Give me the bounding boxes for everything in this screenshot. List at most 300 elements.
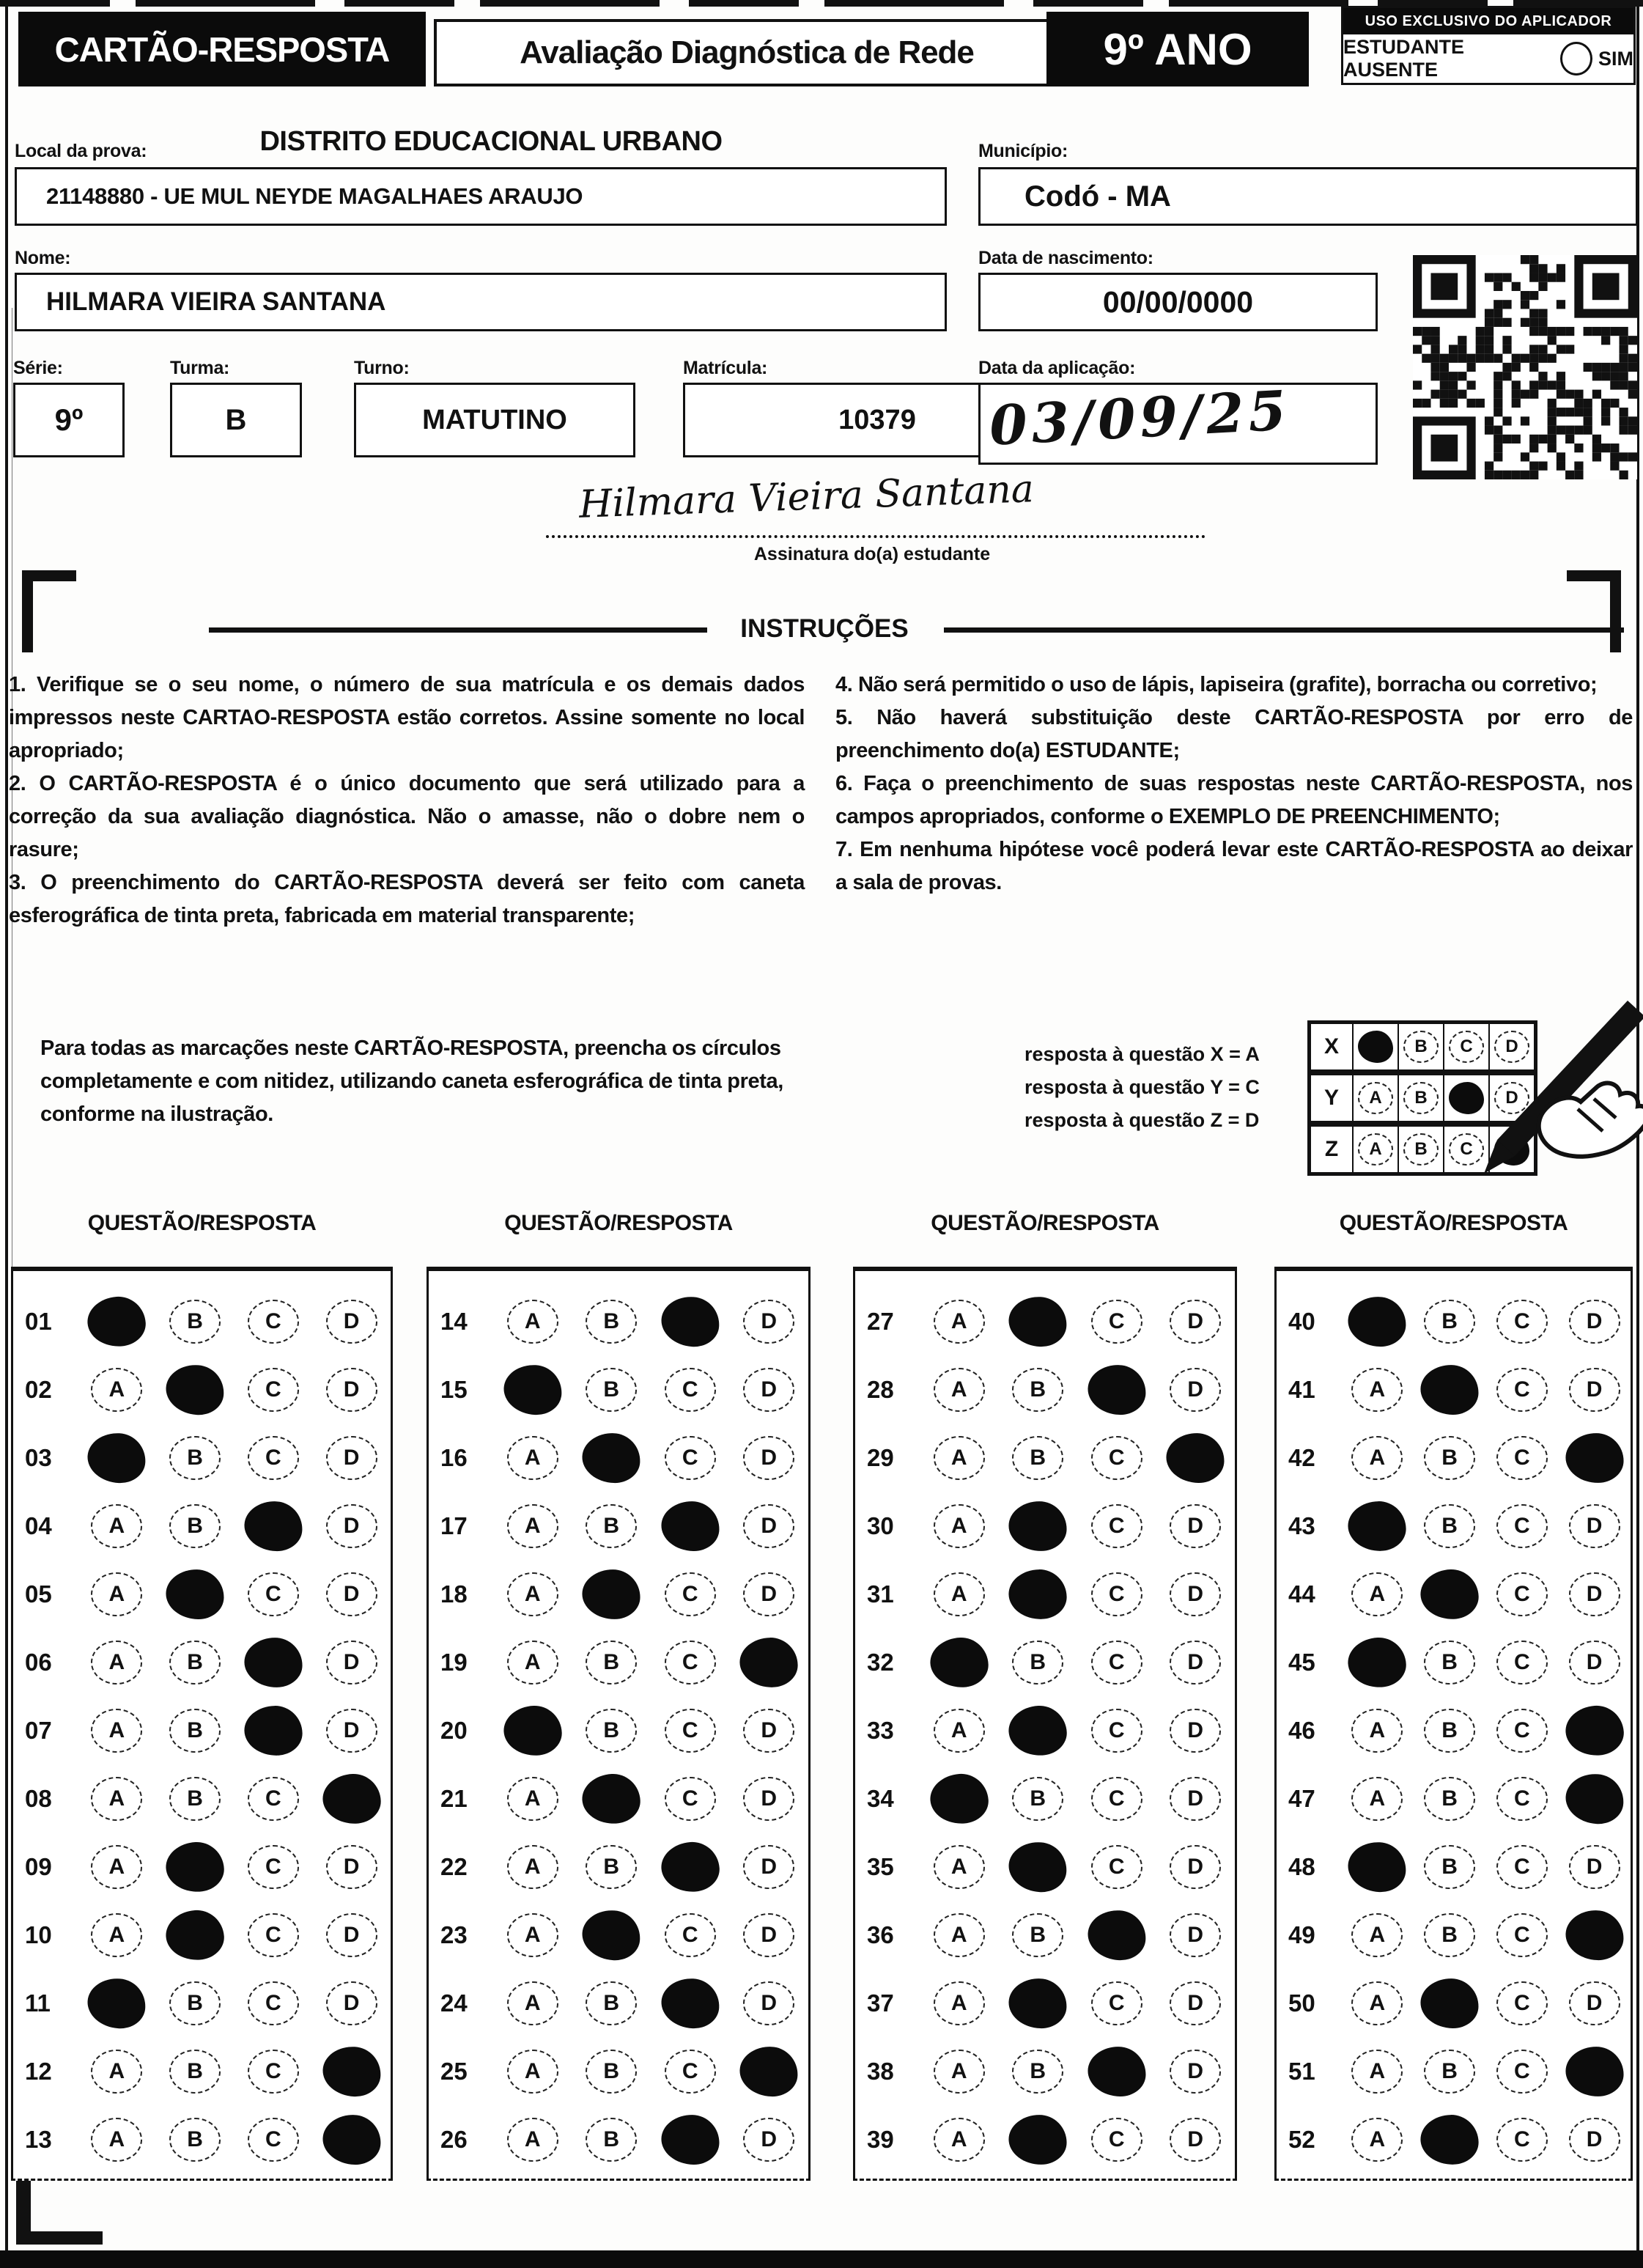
answer-bubble-40-C[interactable]: C xyxy=(1496,1300,1548,1344)
answer-bubble-21-A[interactable]: A xyxy=(507,1777,558,1821)
answer-bubble-08-C[interactable]: C xyxy=(248,1777,299,1821)
answer-bubble-10-B[interactable] xyxy=(164,1908,226,1962)
answer-bubble-36-C[interactable] xyxy=(1086,1909,1147,1962)
answer-bubble-04-B[interactable]: B xyxy=(169,1504,221,1548)
answer-row xyxy=(1277,1492,1631,1560)
answer-bubble-09-D[interactable]: D xyxy=(326,1845,377,1889)
answer-bubble-37-B[interactable] xyxy=(1008,1977,1068,2029)
answer-bubble-09-C[interactable]: C xyxy=(248,1845,299,1889)
answer-bubble-04-D[interactable]: D xyxy=(326,1504,377,1548)
answer-bubble-19-C[interactable]: C xyxy=(665,1641,716,1685)
answer-bubble-18-C[interactable]: C xyxy=(665,1572,716,1616)
answer-bubble-20-C[interactable]: C xyxy=(665,1709,716,1753)
answer-bubble-16-B[interactable] xyxy=(582,1432,641,1484)
registration-mark-left xyxy=(22,570,76,652)
answer-bubble-12-C[interactable]: C xyxy=(248,2050,299,2094)
question-number: 08 xyxy=(25,1784,52,1812)
answer-row xyxy=(855,1492,1235,1560)
answer-bubble-48-A[interactable] xyxy=(1347,1841,1408,1893)
answer-bubble-39-C[interactable]: C xyxy=(1091,2118,1142,2162)
answer-bubble-15-C[interactable]: C xyxy=(665,1368,716,1412)
answer-bubble-49-C[interactable]: C xyxy=(1496,1913,1548,1957)
answer-bubble-16-C[interactable]: C xyxy=(665,1436,716,1480)
question-number: 10 xyxy=(25,1921,52,1948)
answer-bubble-23-B[interactable] xyxy=(580,1908,642,1962)
answer-bubble-38-D[interactable]: D xyxy=(1170,2050,1221,2094)
answer-bubble-04-C[interactable] xyxy=(243,1500,303,1552)
legend-line: resposta à questão Y = C xyxy=(1024,1075,1260,1098)
example-bubble-X-C: C xyxy=(1449,1031,1484,1063)
answer-row xyxy=(13,1492,391,1560)
answer-bubble-50-B[interactable] xyxy=(1420,1978,1479,2028)
answer-bubble-47-A[interactable]: A xyxy=(1351,1777,1403,1821)
answer-bubble-25-B[interactable]: B xyxy=(586,2050,637,2094)
answer-bubble-28-C[interactable] xyxy=(1087,1363,1146,1415)
answer-bubble-31-D[interactable]: D xyxy=(1170,1572,1221,1616)
instruction-item: 7. Em nenhuma hipótese você poderá levar este CARTÃO-RESPOSTA ao deixar a sala de provas. xyxy=(835,837,1633,894)
question-number: 47 xyxy=(1288,1784,1315,1812)
answer-bubble-13-D[interactable] xyxy=(322,2113,381,2165)
answer-bubble-20-D[interactable]: D xyxy=(743,1709,794,1753)
question-number: 20 xyxy=(440,1716,468,1744)
answer-bubble-06-D[interactable]: D xyxy=(326,1641,377,1685)
turno-label: Turno: xyxy=(354,358,410,378)
answer-bubble-28-D[interactable]: D xyxy=(1170,1368,1221,1412)
answer-bubble-13-C[interactable]: C xyxy=(248,2118,299,2162)
answer-bubble-22-B[interactable]: B xyxy=(586,1845,637,1889)
answer-bubble-36-A[interactable]: A xyxy=(934,1913,985,1957)
answer-bubble-28-B[interactable]: B xyxy=(1012,1368,1063,1412)
answer-row xyxy=(855,1696,1235,1764)
answer-bubble-50-C[interactable]: C xyxy=(1496,1981,1548,2025)
answer-bubble-02-B[interactable] xyxy=(164,1363,226,1416)
nome-value: HILMARA VIEIRA SANTANA xyxy=(46,287,386,316)
answer-bubble-29-C[interactable]: C xyxy=(1091,1436,1142,1480)
answer-bubble-32-D[interactable]: D xyxy=(1170,1641,1221,1685)
answer-bubble-32-A[interactable] xyxy=(929,1636,989,1688)
answer-bubble-35-D[interactable]: D xyxy=(1170,1845,1221,1889)
legend-line: resposta à questão X = A xyxy=(1024,1043,1260,1065)
fill-instruction-text: Para todas as marcações neste CARTÃO-RESPOSTA, preencha os círculos completamente e com nitidez, utilizando caneta esferográfica de tinta preta, conforme na ilustração. xyxy=(40,1037,783,1126)
answer-bubble-17-B[interactable]: B xyxy=(586,1504,637,1548)
answer-column-2 xyxy=(427,1267,811,2181)
answer-bubble-27-C[interactable]: C xyxy=(1091,1300,1142,1344)
answer-bubble-49-B[interactable]: B xyxy=(1424,1913,1475,1957)
answer-bubble-16-A[interactable]: A xyxy=(507,1436,558,1480)
absent-option-label: SIM xyxy=(1598,47,1633,70)
answer-bubble-47-C[interactable]: C xyxy=(1496,1777,1548,1821)
answer-bubble-06-A[interactable]: A xyxy=(91,1641,142,1685)
question-number: 44 xyxy=(1288,1580,1315,1608)
answer-row xyxy=(1277,1355,1631,1424)
answer-bubble-45-D[interactable]: D xyxy=(1569,1641,1620,1685)
answer-bubble-27-B[interactable] xyxy=(1008,1295,1068,1348)
example-cell xyxy=(1399,1024,1443,1069)
applicator-box-title: USO EXCLUSIVO DO APLICADOR xyxy=(1343,8,1633,34)
answer-bubble-48-D[interactable]: D xyxy=(1569,1845,1620,1889)
answer-bubble-10-A[interactable]: A xyxy=(91,1913,142,1957)
answer-row xyxy=(429,1764,808,1833)
answer-bubble-05-D[interactable]: D xyxy=(326,1572,377,1616)
answer-bubble-40-A[interactable] xyxy=(1348,1295,1407,1347)
answer-bubble-40-B[interactable]: B xyxy=(1424,1300,1475,1344)
answer-bubble-28-A[interactable]: A xyxy=(934,1368,985,1412)
question-number: 31 xyxy=(867,1580,894,1608)
turno-value: MATUTINO xyxy=(422,404,567,435)
answer-bubble-21-B[interactable] xyxy=(581,1772,642,1825)
answer-bubble-47-B[interactable]: B xyxy=(1424,1777,1475,1821)
question-number: 45 xyxy=(1288,1648,1315,1676)
absent-yes-bubble[interactable] xyxy=(1560,42,1592,76)
answer-bubble-29-D[interactable] xyxy=(1166,1432,1225,1483)
answer-bubble-34-D[interactable]: D xyxy=(1170,1777,1221,1821)
answer-bubble-33-D[interactable]: D xyxy=(1170,1709,1221,1753)
answer-bubble-25-A[interactable]: A xyxy=(507,2050,558,2094)
answer-bubble-37-C[interactable]: C xyxy=(1091,1981,1142,2025)
answer-bubble-15-D[interactable]: D xyxy=(743,1368,794,1412)
answer-bubble-05-C[interactable]: C xyxy=(248,1572,299,1616)
answer-bubble-24-A[interactable]: A xyxy=(507,1981,558,2025)
answer-column-4 xyxy=(1274,1267,1633,2181)
answer-bubble-43-D[interactable]: D xyxy=(1569,1504,1620,1548)
answer-bubble-11-C[interactable]: C xyxy=(248,1981,299,2025)
answer-row xyxy=(429,2105,808,2173)
answer-bubble-45-B[interactable]: B xyxy=(1424,1641,1475,1685)
answer-bubble-34-B[interactable]: B xyxy=(1012,1777,1063,1821)
answer-bubble-08-D[interactable] xyxy=(322,1772,381,1825)
answer-bubble-20-A[interactable] xyxy=(503,1704,562,1756)
answer-bubble-42-C[interactable]: C xyxy=(1496,1436,1548,1480)
answer-bubble-52-D[interactable]: D xyxy=(1569,2118,1620,2162)
answer-bubble-05-A[interactable]: A xyxy=(91,1572,142,1616)
answer-bubble-26-A[interactable]: A xyxy=(507,2118,558,2162)
answer-bubble-17-A[interactable]: A xyxy=(507,1504,558,1548)
turno-field xyxy=(354,383,635,457)
answer-bubble-33-A[interactable]: A xyxy=(934,1709,985,1753)
example-bubble-Z-C: C xyxy=(1449,1133,1484,1166)
answer-bubble-24-C[interactable] xyxy=(660,1977,720,2030)
answer-bubble-13-B[interactable]: B xyxy=(169,2118,221,2162)
answer-bubble-49-A[interactable]: A xyxy=(1351,1913,1403,1957)
answer-bubble-21-C[interactable]: C xyxy=(665,1777,716,1821)
answer-row xyxy=(1277,1628,1631,1696)
answer-bubble-44-B[interactable] xyxy=(1419,1568,1479,1620)
answer-bubble-24-D[interactable]: D xyxy=(743,1981,794,2025)
answer-bubble-51-A[interactable]: A xyxy=(1351,2050,1403,2094)
answer-bubble-52-C[interactable]: C xyxy=(1496,2118,1548,2162)
answer-bubble-23-D[interactable]: D xyxy=(743,1913,794,1957)
answer-bubble-50-D[interactable]: D xyxy=(1569,1981,1620,2025)
example-cell xyxy=(1399,1075,1443,1121)
answer-bubble-02-A[interactable]: A xyxy=(91,1368,142,1412)
question-number: 25 xyxy=(440,2057,468,2085)
answer-bubble-42-D[interactable] xyxy=(1565,1433,1623,1483)
answer-bubble-30-D[interactable]: D xyxy=(1170,1504,1221,1548)
answer-column-header: QUESTÃO/RESPOSTA xyxy=(504,1211,733,1235)
answer-row xyxy=(13,1969,391,2037)
answer-bubble-08-A[interactable]: A xyxy=(91,1777,142,1821)
serie-value: 9º xyxy=(54,402,84,437)
answer-bubble-29-A[interactable]: A xyxy=(934,1436,985,1480)
answer-bubble-06-C[interactable] xyxy=(244,1638,302,1687)
answer-bubble-18-B[interactable] xyxy=(583,1569,640,1619)
answer-bubble-10-C[interactable]: C xyxy=(248,1913,299,1957)
answer-bubble-42-A[interactable]: A xyxy=(1351,1436,1403,1480)
answer-bubble-51-C[interactable]: C xyxy=(1496,2050,1548,2094)
answer-bubble-38-C[interactable] xyxy=(1088,2046,1146,2096)
answer-bubble-36-B[interactable]: B xyxy=(1012,1913,1063,1957)
question-number: 15 xyxy=(440,1375,468,1403)
answer-bubble-27-A[interactable]: A xyxy=(934,1300,985,1344)
matricula-label: Matrícula: xyxy=(683,358,768,378)
answer-bubble-19-B[interactable]: B xyxy=(586,1641,637,1685)
question-number: 51 xyxy=(1288,2057,1315,2085)
answer-bubble-52-A[interactable]: A xyxy=(1351,2118,1403,2162)
answer-bubble-46-D[interactable] xyxy=(1564,1704,1625,1757)
answer-bubble-38-A[interactable]: A xyxy=(934,2050,985,2094)
answer-bubble-02-D[interactable]: D xyxy=(326,1368,377,1412)
question-number: 11 xyxy=(25,1989,51,2017)
answer-bubble-36-D[interactable]: D xyxy=(1170,1913,1221,1957)
answer-bubble-20-B[interactable]: B xyxy=(586,1709,637,1753)
signature-caption: Assinatura do(a) estudante xyxy=(753,544,991,564)
answer-bubble-31-C[interactable]: C xyxy=(1091,1572,1142,1616)
answer-bubble-01-B[interactable]: B xyxy=(169,1300,221,1344)
answer-bubble-42-B[interactable]: B xyxy=(1424,1436,1475,1480)
answer-bubble-07-C[interactable] xyxy=(244,1705,303,1756)
answer-bubble-43-C[interactable]: C xyxy=(1496,1504,1548,1548)
example-cell xyxy=(1354,1024,1398,1069)
answer-bubble-22-A[interactable]: A xyxy=(507,1845,558,1889)
question-number: 22 xyxy=(440,1852,468,1880)
page-left-border xyxy=(5,0,8,2268)
municipio-label: Município: xyxy=(978,141,1068,161)
answer-bubble-41-C[interactable]: C xyxy=(1496,1368,1548,1412)
question-number: 48 xyxy=(1288,1852,1315,1880)
answer-bubble-16-D[interactable]: D xyxy=(743,1436,794,1480)
answer-bubble-01-A[interactable] xyxy=(86,1295,148,1348)
answer-bubble-45-A[interactable] xyxy=(1347,1636,1408,1689)
answer-bubble-02-C[interactable]: C xyxy=(248,1368,299,1412)
answer-bubble-17-C[interactable] xyxy=(661,1501,720,1551)
answer-bubble-39-A[interactable]: A xyxy=(934,2118,985,2162)
answer-bubble-01-C[interactable]: C xyxy=(248,1300,299,1344)
answer-bubble-30-A[interactable]: A xyxy=(934,1504,985,1548)
answer-bubble-39-D[interactable]: D xyxy=(1170,2118,1221,2162)
municipio-value: Codó - MA xyxy=(1024,180,1171,213)
answer-bubble-14-D[interactable]: D xyxy=(743,1300,794,1344)
answer-bubble-04-A[interactable]: A xyxy=(91,1504,142,1548)
answer-bubble-41-A[interactable]: A xyxy=(1351,1368,1403,1412)
answer-row xyxy=(429,1969,808,2037)
answer-bubble-44-D[interactable]: D xyxy=(1569,1572,1620,1616)
answer-bubble-19-A[interactable]: A xyxy=(507,1641,558,1685)
example-row-label: X xyxy=(1311,1024,1352,1069)
turma-label: Turma: xyxy=(170,358,230,378)
answer-bubble-35-B[interactable] xyxy=(1007,1840,1068,1893)
answer-bubble-03-A[interactable] xyxy=(86,1432,147,1484)
answer-bubble-10-D[interactable]: D xyxy=(326,1913,377,1957)
answer-bubble-15-B[interactable]: B xyxy=(586,1368,637,1412)
answer-bubble-07-A[interactable]: A xyxy=(91,1709,142,1753)
question-number: 42 xyxy=(1288,1443,1315,1471)
answer-bubble-44-A[interactable]: A xyxy=(1351,1572,1403,1616)
example-bubble-X-D: D xyxy=(1494,1031,1529,1063)
answer-bubble-24-B[interactable]: B xyxy=(586,1981,637,2025)
answer-bubble-12-B[interactable]: B xyxy=(169,2050,221,2094)
answer-bubble-43-A[interactable] xyxy=(1348,1501,1406,1551)
instructions-rule-right xyxy=(944,627,1624,633)
answer-bubble-14-B[interactable]: B xyxy=(586,1300,637,1344)
answer-bubble-25-C[interactable]: C xyxy=(665,2050,716,2094)
answer-bubble-46-A[interactable]: A xyxy=(1351,1709,1403,1753)
answer-row xyxy=(429,1492,808,1560)
answer-bubble-40-D[interactable]: D xyxy=(1569,1300,1620,1344)
answer-bubble-33-B[interactable] xyxy=(1008,1704,1068,1757)
answer-bubble-11-B[interactable]: B xyxy=(169,1981,221,2025)
answer-bubble-09-B[interactable] xyxy=(165,1841,226,1893)
answer-bubble-22-C[interactable] xyxy=(660,1840,721,1893)
answer-bubble-06-B[interactable]: B xyxy=(169,1641,221,1685)
answer-bubble-39-B[interactable] xyxy=(1009,2115,1067,2165)
example-bubble-Y-A: A xyxy=(1358,1082,1393,1114)
answer-bubble-43-B[interactable]: B xyxy=(1424,1504,1475,1548)
answer-bubble-07-B[interactable]: B xyxy=(169,1709,221,1753)
answer-bubble-17-D[interactable]: D xyxy=(743,1504,794,1548)
question-number: 33 xyxy=(867,1716,894,1744)
question-number: 02 xyxy=(25,1375,52,1403)
answer-bubble-30-B[interactable] xyxy=(1009,1501,1067,1551)
grade-badge: 9º ANO xyxy=(1046,12,1309,86)
example-bubble-Y-B: B xyxy=(1403,1082,1439,1114)
answer-bubble-46-B[interactable]: B xyxy=(1424,1709,1475,1753)
question-number: 01 xyxy=(25,1307,52,1335)
answer-bubble-18-D[interactable]: D xyxy=(743,1572,794,1616)
question-number: 13 xyxy=(25,2125,52,2153)
answer-bubble-11-D[interactable]: D xyxy=(326,1981,377,2025)
answer-bubble-14-C[interactable] xyxy=(660,1295,721,1348)
instruction-item: 6. Faça o preenchimento de suas respostas neste CARTÃO-RESPOSTA, nos campos apropriados, conforme o EXEMPLO DE PREENCHIMENTO; xyxy=(835,771,1633,828)
answer-bubble-14-A[interactable]: A xyxy=(507,1300,558,1344)
answer-row xyxy=(855,1628,1235,1696)
answer-bubble-08-B[interactable]: B xyxy=(169,1777,221,1821)
answer-row xyxy=(13,1560,391,1628)
application-date-handwritten: 03/09/25 xyxy=(988,379,1292,458)
answer-bubble-12-D[interactable] xyxy=(321,2045,382,2098)
answer-bubble-34-C[interactable]: C xyxy=(1091,1777,1142,1821)
turma-value: B xyxy=(225,403,247,436)
answer-bubble-51-D[interactable] xyxy=(1565,2047,1623,2096)
answer-bubble-41-B[interactable] xyxy=(1420,1364,1479,1415)
answer-bubble-27-D[interactable]: D xyxy=(1170,1300,1221,1344)
instruction-item: 2. O CARTÃO-RESPOSTA é o único documento que será utilizado para a correção da sua avaliação diagnóstica. Não o amasse, não o dobre nem o rasure; xyxy=(9,771,805,861)
answer-row xyxy=(13,1355,391,1424)
applicator-box xyxy=(1341,6,1636,85)
answer-row xyxy=(13,1764,391,1833)
answer-bubble-46-C[interactable]: C xyxy=(1496,1709,1548,1753)
answer-bubble-07-D[interactable]: D xyxy=(326,1709,377,1753)
answer-bubble-44-C[interactable]: C xyxy=(1496,1572,1548,1616)
answer-bubble-48-B[interactable]: B xyxy=(1424,1845,1475,1889)
answer-bubble-51-B[interactable]: B xyxy=(1424,2050,1475,2094)
question-number: 46 xyxy=(1288,1716,1315,1744)
answer-bubble-22-D[interactable]: D xyxy=(743,1845,794,1889)
school-value: 21148880 - UE MUL NEYDE MAGALHAES ARAUJO xyxy=(46,183,583,209)
answer-bubble-47-D[interactable] xyxy=(1564,1772,1625,1825)
question-number: 24 xyxy=(440,1989,468,2017)
answer-bubble-37-D[interactable]: D xyxy=(1170,1981,1221,2025)
answer-bubble-35-C[interactable]: C xyxy=(1091,1845,1142,1889)
answer-bubble-48-C[interactable]: C xyxy=(1496,1845,1548,1889)
answer-bubble-03-D[interactable]: D xyxy=(326,1436,377,1480)
answer-bubble-30-C[interactable]: C xyxy=(1091,1504,1142,1548)
answer-bubble-12-A[interactable]: A xyxy=(91,2050,142,2094)
serie-field xyxy=(13,383,125,457)
answer-bubble-11-A[interactable] xyxy=(86,1976,148,2030)
answer-bubble-29-B[interactable]: B xyxy=(1012,1436,1063,1480)
nascimento-field xyxy=(978,273,1378,331)
answer-bubble-09-A[interactable]: A xyxy=(91,1845,142,1889)
answer-row xyxy=(13,2105,391,2173)
answer-bubble-49-D[interactable] xyxy=(1565,1909,1624,1961)
hand-with-pen-illustration xyxy=(1455,1001,1643,1191)
answer-bubble-26-C[interactable] xyxy=(661,2114,720,2165)
example-bubble-Z-A: A xyxy=(1358,1133,1393,1166)
answer-bubble-03-B[interactable]: B xyxy=(169,1436,221,1480)
answer-bubble-37-A[interactable]: A xyxy=(934,1981,985,2025)
answer-bubble-31-A[interactable]: A xyxy=(934,1572,985,1616)
answer-bubble-25-D[interactable] xyxy=(739,2045,799,2097)
answer-row xyxy=(1277,1424,1631,1492)
answer-bubble-21-D[interactable]: D xyxy=(743,1777,794,1821)
answer-bubble-33-C[interactable]: C xyxy=(1091,1709,1142,1753)
answer-bubble-45-C[interactable]: C xyxy=(1496,1641,1548,1685)
answer-bubble-38-B[interactable]: B xyxy=(1012,2050,1063,2094)
answer-bubble-35-A[interactable]: A xyxy=(934,1845,985,1889)
question-number: 18 xyxy=(440,1580,468,1608)
answer-column-header: QUESTÃO/RESPOSTA xyxy=(87,1211,317,1235)
answer-row xyxy=(855,1560,1235,1628)
answer-bubble-23-A[interactable]: A xyxy=(507,1913,558,1957)
question-number: 07 xyxy=(25,1716,52,1744)
answer-bubble-26-D[interactable]: D xyxy=(743,2118,794,2162)
answer-bubble-01-D[interactable]: D xyxy=(326,1300,377,1344)
answer-bubble-18-A[interactable]: A xyxy=(507,1572,558,1616)
answer-bubble-34-A[interactable] xyxy=(928,1772,990,1825)
answer-bubble-05-B[interactable] xyxy=(166,1569,224,1619)
answer-bubble-50-A[interactable]: A xyxy=(1351,1981,1403,2025)
answer-row xyxy=(429,1833,808,1901)
answer-bubble-03-C[interactable]: C xyxy=(248,1436,299,1480)
answer-bubble-52-B[interactable] xyxy=(1420,2114,1479,2165)
answer-bubble-31-B[interactable] xyxy=(1008,1569,1067,1619)
answer-bubble-15-A[interactable] xyxy=(502,1363,563,1416)
answer-bubble-32-B[interactable]: B xyxy=(1012,1641,1063,1685)
answer-row xyxy=(1277,2037,1631,2105)
answer-bubble-32-C[interactable]: C xyxy=(1091,1641,1142,1685)
answer-bubble-13-A[interactable]: A xyxy=(91,2118,142,2162)
matricula-value: 10379 xyxy=(838,404,916,435)
answer-bubble-19-D[interactable] xyxy=(739,1637,798,1687)
answer-row xyxy=(13,1696,391,1764)
answer-column-1 xyxy=(11,1267,393,2181)
question-number: 05 xyxy=(25,1580,52,1608)
answer-bubble-41-D[interactable]: D xyxy=(1569,1368,1620,1412)
answer-row xyxy=(1277,1287,1631,1355)
answer-bubble-23-C[interactable]: C xyxy=(665,1913,716,1957)
question-number: 40 xyxy=(1288,1307,1315,1335)
answer-bubble-26-B[interactable]: B xyxy=(586,2118,637,2162)
